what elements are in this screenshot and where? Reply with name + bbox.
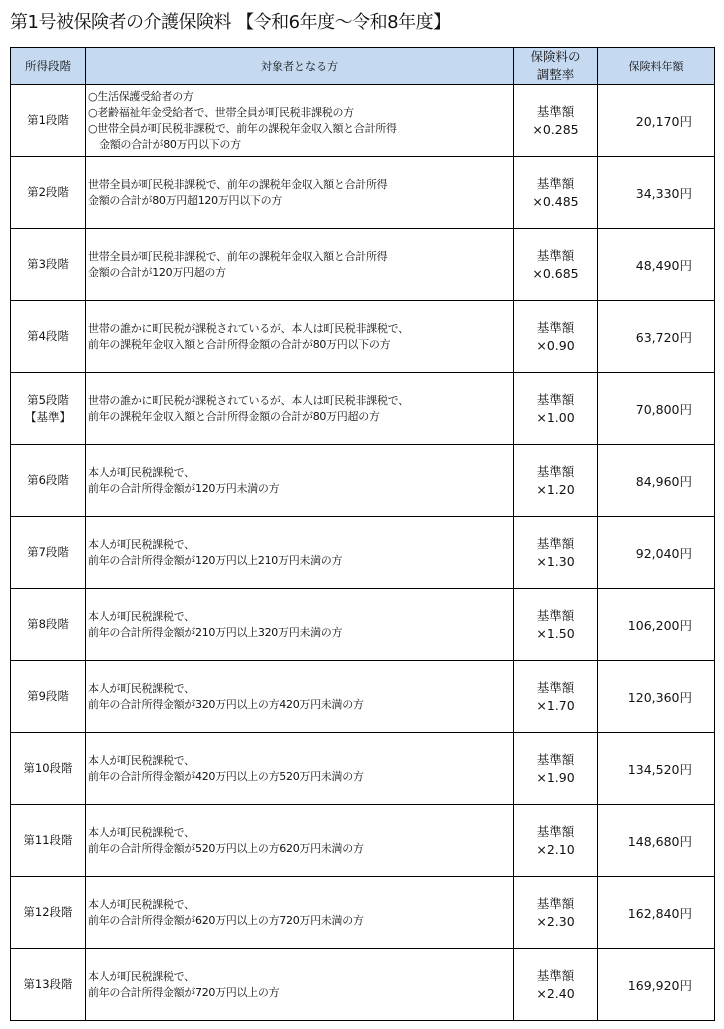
rate-cell [514, 805, 598, 877]
rate-label: 基準額 [536, 175, 575, 191]
rate-cell [514, 949, 598, 1021]
stage-label: 第3段階 [27, 257, 69, 271]
table-row [11, 445, 715, 517]
stage-label: 第1段階 [27, 113, 69, 127]
annual-premium-value: 92,040円 [635, 545, 692, 561]
stage-cell [11, 877, 86, 949]
annual-premium-cell [598, 85, 715, 157]
stage-cell [11, 373, 86, 445]
table-row [11, 805, 715, 877]
rate-cell [514, 733, 598, 805]
annual-premium-value: 63,720円 [635, 329, 692, 345]
stage-cell [11, 949, 86, 1021]
rate-value: ×2.40 [536, 985, 575, 1001]
rate-cell [514, 589, 598, 661]
target-line: 金額の合計が80万円超120万円以下の方 [88, 193, 282, 207]
table-row [11, 301, 715, 373]
rate-cell [514, 517, 598, 589]
target-line: 前年の合計所得金額が120万円以上210万円未満の方 [88, 553, 343, 567]
target-line: 世帯全員が町民税非課税で、前年の課税年金収入額と合計所得 [88, 177, 388, 191]
rate-value: ×2.10 [536, 841, 575, 857]
rate-label: 基準額 [536, 103, 575, 119]
target-cell [86, 661, 514, 733]
annual-premium-value: 48,490円 [635, 257, 692, 273]
rate-value: ×1.30 [536, 553, 575, 569]
annual-premium-value: 162,840円 [627, 905, 692, 921]
rate-value: ×1.00 [536, 409, 575, 425]
target-line: ○老齢福祉年金受給者で、世帯全員が町民税非課税の方 [88, 105, 354, 119]
annual-premium-cell [598, 157, 715, 229]
rate-value: ×1.20 [536, 481, 575, 497]
annual-premium-value: 169,920円 [627, 977, 692, 993]
rate-label: 基準額 [536, 463, 575, 479]
annual-premium-value: 106,200円 [627, 617, 692, 633]
stage-label: 第7段階 [27, 545, 69, 559]
target-cell [86, 805, 514, 877]
stage-label: 第2段階 [27, 185, 69, 199]
stage-label: 第11段階 [23, 833, 73, 847]
annual-premium-value: 34,330円 [635, 185, 692, 201]
stage-cell [11, 805, 86, 877]
header-stage: 所得段階 [11, 48, 86, 85]
target-line: 前年の合計所得金額が520万円以上の方620万円未満の方 [88, 841, 364, 855]
premium-table [10, 47, 715, 1021]
header-rate-line1: 保険料の [530, 49, 581, 64]
rate-label: 基準額 [536, 679, 575, 695]
stage-label: 第13段階 [23, 977, 73, 991]
rate-label: 基準額 [536, 895, 575, 911]
target-cell [86, 373, 514, 445]
target-line: 前年の合計所得金額が720万円以上の方 [88, 985, 280, 999]
target-line: 本人が町民税課税で、 [88, 753, 195, 767]
stage-cell [11, 589, 86, 661]
table-row [11, 733, 715, 805]
stage-cell [11, 661, 86, 733]
table-row [11, 517, 715, 589]
rate-label: 基準額 [536, 751, 575, 767]
target-cell [86, 949, 514, 1021]
annual-premium-cell [598, 301, 715, 373]
rate-label: 基準額 [536, 607, 575, 623]
target-cell [86, 229, 514, 301]
annual-premium-cell [598, 949, 715, 1021]
stage-label: 第6段階 [27, 473, 69, 487]
annual-premium-value: 20,170円 [635, 113, 692, 129]
annual-premium-cell [598, 445, 715, 517]
stage-sub-label: 【基準】 [25, 409, 71, 424]
table-row [11, 949, 715, 1021]
target-line: 前年の課税年金収入額と合計所得金額の合計が80万円超の方 [88, 409, 380, 423]
table-row [11, 157, 715, 229]
target-cell [86, 85, 514, 157]
stage-cell [11, 445, 86, 517]
stage-label: 第10段階 [23, 761, 73, 775]
annual-premium-value: 134,520円 [627, 761, 692, 777]
target-line: 前年の合計所得金額が120万円未満の方 [88, 481, 280, 495]
rate-value: ×0.685 [532, 265, 579, 281]
rate-label: 基準額 [536, 535, 575, 551]
rate-value: ×0.485 [532, 193, 579, 209]
stage-cell [11, 733, 86, 805]
annual-premium-value: 148,680円 [627, 833, 692, 849]
annual-premium-cell [598, 229, 715, 301]
table-header-row [11, 48, 715, 85]
target-line: 前年の合計所得金額が320万円以上の方420万円未満の方 [88, 697, 364, 711]
target-line: 本人が町民税課税で、 [88, 609, 195, 623]
stage-cell [11, 301, 86, 373]
rate-value: ×1.90 [536, 769, 575, 785]
rate-cell [514, 301, 598, 373]
target-cell [86, 589, 514, 661]
target-line: 本人が町民税課税で、 [88, 681, 195, 695]
target-cell [86, 517, 514, 589]
target-line: 前年の合計所得金額が620万円以上の方720万円未満の方 [88, 913, 364, 927]
target-cell [86, 877, 514, 949]
stage-cell [11, 157, 86, 229]
rate-value: ×0.90 [536, 337, 575, 353]
annual-premium-value: 84,960円 [635, 473, 692, 489]
rate-cell [514, 373, 598, 445]
rate-cell [514, 85, 598, 157]
target-cell [86, 301, 514, 373]
rate-cell [514, 445, 598, 517]
rate-label: 基準額 [536, 967, 575, 983]
page-title: 第1号被保険者の介護保険料 【令和6年度～令和8年度】 [10, 12, 451, 33]
header-target: 対象者となる方 [86, 48, 514, 85]
target-cell [86, 733, 514, 805]
target-line: 世帯全員が町民税非課税で、前年の課税年金収入額と合計所得 [88, 249, 388, 263]
header-annual: 保険料年額 [598, 48, 715, 85]
target-cell [86, 157, 514, 229]
table-row [11, 877, 715, 949]
target-line: 本人が町民税課税で、 [88, 897, 195, 911]
stage-cell [11, 517, 86, 589]
target-line: ○生活保護受給者の方 [88, 89, 194, 103]
target-line: 前年の課税年金収入額と合計所得金額の合計が80万円以下の方 [88, 337, 391, 351]
target-cell [86, 445, 514, 517]
rate-value: ×1.50 [536, 625, 575, 641]
rate-value: ×0.285 [532, 121, 579, 137]
annual-premium-cell [598, 877, 715, 949]
annual-premium-cell [598, 589, 715, 661]
annual-premium-cell [598, 805, 715, 877]
header-rate [514, 48, 598, 85]
target-line: 前年の合計所得金額が420万円以上の方520万円未満の方 [88, 769, 364, 783]
stage-label: 第5段階 [27, 392, 69, 407]
target-line: 本人が町民税課税で、 [88, 969, 195, 983]
target-line: 前年の合計所得金額が210万円以上320万円未満の方 [88, 625, 343, 639]
rate-cell [514, 157, 598, 229]
target-line: 金額の合計が120万円超の方 [88, 265, 226, 279]
table-row [11, 85, 715, 157]
annual-premium-value: 70,800円 [635, 401, 692, 417]
target-line: 本人が町民税課税で、 [88, 465, 195, 479]
annual-premium-value: 120,360円 [627, 689, 692, 705]
annual-premium-cell [598, 661, 715, 733]
stage-label: 第8段階 [27, 617, 69, 631]
rate-label: 基準額 [536, 319, 575, 335]
rate-cell [514, 661, 598, 733]
rate-cell [514, 229, 598, 301]
stage-label: 第9段階 [27, 689, 69, 703]
table-row [11, 589, 715, 661]
table-row [11, 229, 715, 301]
rate-cell [514, 877, 598, 949]
target-line: 世帯の誰かに町民税が課税されているが、本人は町民税非課税で、 [88, 393, 409, 407]
header-rate-line2: 調整率 [536, 67, 575, 82]
target-line: 世帯の誰かに町民税が課税されているが、本人は町民税非課税で、 [88, 321, 409, 335]
stage-cell [11, 229, 86, 301]
rate-value: ×1.70 [536, 697, 575, 713]
target-line: ○世帯全員が町民税非課税で、前年の課税年金収入額と合計所得 [88, 121, 397, 135]
target-line: 本人が町民税課税で、 [88, 825, 195, 839]
annual-premium-cell [598, 733, 715, 805]
annual-premium-cell [598, 517, 715, 589]
rate-label: 基準額 [536, 823, 575, 839]
stage-label: 第12段階 [23, 905, 73, 919]
table-row [11, 373, 715, 445]
table-row [11, 661, 715, 733]
annual-premium-cell [598, 373, 715, 445]
target-line: 本人が町民税課税で、 [88, 537, 195, 551]
rate-label: 基準額 [536, 247, 575, 263]
target-line: 金額の合計が80万円以下の方 [99, 137, 241, 151]
rate-value: ×2.30 [536, 913, 575, 929]
stage-label: 第4段階 [27, 329, 69, 343]
stage-cell [11, 85, 86, 157]
rate-label: 基準額 [536, 391, 575, 407]
